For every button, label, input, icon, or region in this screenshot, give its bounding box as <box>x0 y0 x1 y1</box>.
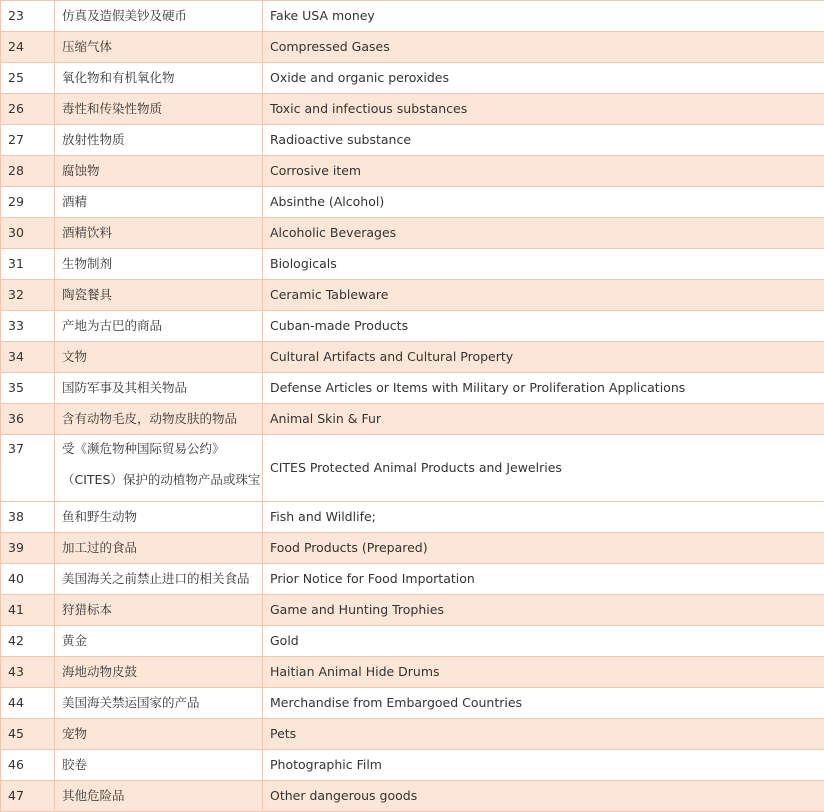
table-row <box>1 156 824 187</box>
item-name-english: Game and Hunting Trophies <box>263 595 824 626</box>
item-name-english: Absinthe (Alcohol) <box>263 187 824 218</box>
item-name-english: Cuban-made Products <box>263 311 824 342</box>
table-row <box>1 781 824 812</box>
row-number: 32 <box>1 280 55 311</box>
item-name-chinese: 压缩气体 <box>55 32 263 63</box>
row-number: 30 <box>1 218 55 249</box>
item-name-english: Toxic and infectious substances <box>263 94 824 125</box>
item-name-chinese: 含有动物毛皮，动物皮肤的物品 <box>55 404 263 435</box>
row-number: 34 <box>1 342 55 373</box>
table-row <box>1 94 824 125</box>
table-row <box>1 63 824 94</box>
item-name-chinese: 毒性和传染性物质 <box>55 94 263 125</box>
item-name-english: Pets <box>263 719 824 750</box>
item-name-english: Alcoholic Beverages <box>263 218 824 249</box>
item-name-chinese: 海地动物皮鼓 <box>55 657 263 688</box>
row-number: 29 <box>1 187 55 218</box>
item-name-chinese: 美国海关之前禁止进口的相关食品 <box>55 564 263 595</box>
item-name-english: Photographic Film <box>263 750 824 781</box>
table-row <box>1 342 824 373</box>
row-number: 43 <box>1 657 55 688</box>
row-number: 46 <box>1 750 55 781</box>
table-row <box>1 1 824 32</box>
row-number: 33 <box>1 311 55 342</box>
row-number: 28 <box>1 156 55 187</box>
item-name-chinese: 黄金 <box>55 626 263 657</box>
item-name-english: Haitian Animal Hide Drums <box>263 657 824 688</box>
row-number: 39 <box>1 533 55 564</box>
row-number: 40 <box>1 564 55 595</box>
table-row <box>1 373 824 404</box>
table-row <box>1 595 824 626</box>
item-name-chinese: 加工过的食品 <box>55 533 263 564</box>
item-name-chinese: 鱼和野生动物 <box>55 502 263 533</box>
row-number: 23 <box>1 1 55 32</box>
table-row <box>1 435 824 502</box>
item-name-chinese: 狩猎标本 <box>55 595 263 626</box>
item-name-chinese: 酒精 <box>55 187 263 218</box>
row-number: 24 <box>1 32 55 63</box>
item-name-english: Compressed Gases <box>263 32 824 63</box>
item-name-english: Corrosive item <box>263 156 824 187</box>
item-name-chinese: 文物 <box>55 342 263 373</box>
item-name-chinese-line: 受《濒危物种国际贸易公约》 <box>62 441 255 457</box>
row-number: 44 <box>1 688 55 719</box>
item-name-chinese: 酒精饮料 <box>55 218 263 249</box>
table-row <box>1 187 824 218</box>
row-number: 45 <box>1 719 55 750</box>
item-name-english: Other dangerous goods <box>263 781 824 812</box>
row-number: 27 <box>1 125 55 156</box>
table-row <box>1 533 824 564</box>
item-name-english: Defense Articles or Items with Military or Proliferation Applications <box>263 373 824 404</box>
table-row <box>1 564 824 595</box>
item-name-english: Radioactive substance <box>263 125 824 156</box>
item-name-chinese: 腐蚀物 <box>55 156 263 187</box>
row-number: 47 <box>1 781 55 812</box>
item-name-chinese <box>55 435 263 502</box>
item-name-english: Prior Notice for Food Importation <box>263 564 824 595</box>
item-name-chinese-line: （CITES）保护的动植物产品或珠宝 <box>62 472 255 488</box>
item-name-chinese: 美国海关禁运国家的产品 <box>55 688 263 719</box>
table-row <box>1 719 824 750</box>
item-name-chinese: 仿真及造假美钞及硬币 <box>55 1 263 32</box>
row-number: 41 <box>1 595 55 626</box>
item-name-chinese: 国防军事及其相关物品 <box>55 373 263 404</box>
item-name-english: Fish and Wildlife; <box>263 502 824 533</box>
row-number: 25 <box>1 63 55 94</box>
item-name-chinese: 生物制剂 <box>55 249 263 280</box>
item-name-chinese: 宠物 <box>55 719 263 750</box>
item-name-chinese: 产地为古巴的商品 <box>55 311 263 342</box>
item-name-english: Merchandise from Embargoed Countries <box>263 688 824 719</box>
row-number: 38 <box>1 502 55 533</box>
item-name-english: Animal Skin & Fur <box>263 404 824 435</box>
table-row <box>1 249 824 280</box>
row-number: 35 <box>1 373 55 404</box>
table-row <box>1 32 824 63</box>
table-row <box>1 502 824 533</box>
item-name-english: Fake USA money <box>263 1 824 32</box>
item-name-english: Biologicals <box>263 249 824 280</box>
row-number: 36 <box>1 404 55 435</box>
item-name-chinese: 放射性物质 <box>55 125 263 156</box>
item-name-english: CITES Protected Animal Products and Jewelries <box>263 435 824 502</box>
item-name-chinese: 其他危险品 <box>55 781 263 812</box>
row-number: 42 <box>1 626 55 657</box>
table-row <box>1 125 824 156</box>
table-row <box>1 218 824 249</box>
table-row <box>1 626 824 657</box>
item-name-chinese: 胶卷 <box>55 750 263 781</box>
row-number: 37 <box>1 435 55 502</box>
table-row <box>1 688 824 719</box>
table-row <box>1 280 824 311</box>
table-row <box>1 750 824 781</box>
table-row <box>1 311 824 342</box>
item-name-english: Gold <box>263 626 824 657</box>
item-name-english: Food Products (Prepared) <box>263 533 824 564</box>
item-name-english: Ceramic Tableware <box>263 280 824 311</box>
item-name-english: Oxide and organic peroxides <box>263 63 824 94</box>
item-name-english: Cultural Artifacts and Cultural Property <box>263 342 824 373</box>
row-number: 31 <box>1 249 55 280</box>
table-row <box>1 404 824 435</box>
item-name-chinese: 氧化物和有机氧化物 <box>55 63 263 94</box>
table-row <box>1 657 824 688</box>
row-number: 26 <box>1 94 55 125</box>
item-name-chinese: 陶瓷餐具 <box>55 280 263 311</box>
